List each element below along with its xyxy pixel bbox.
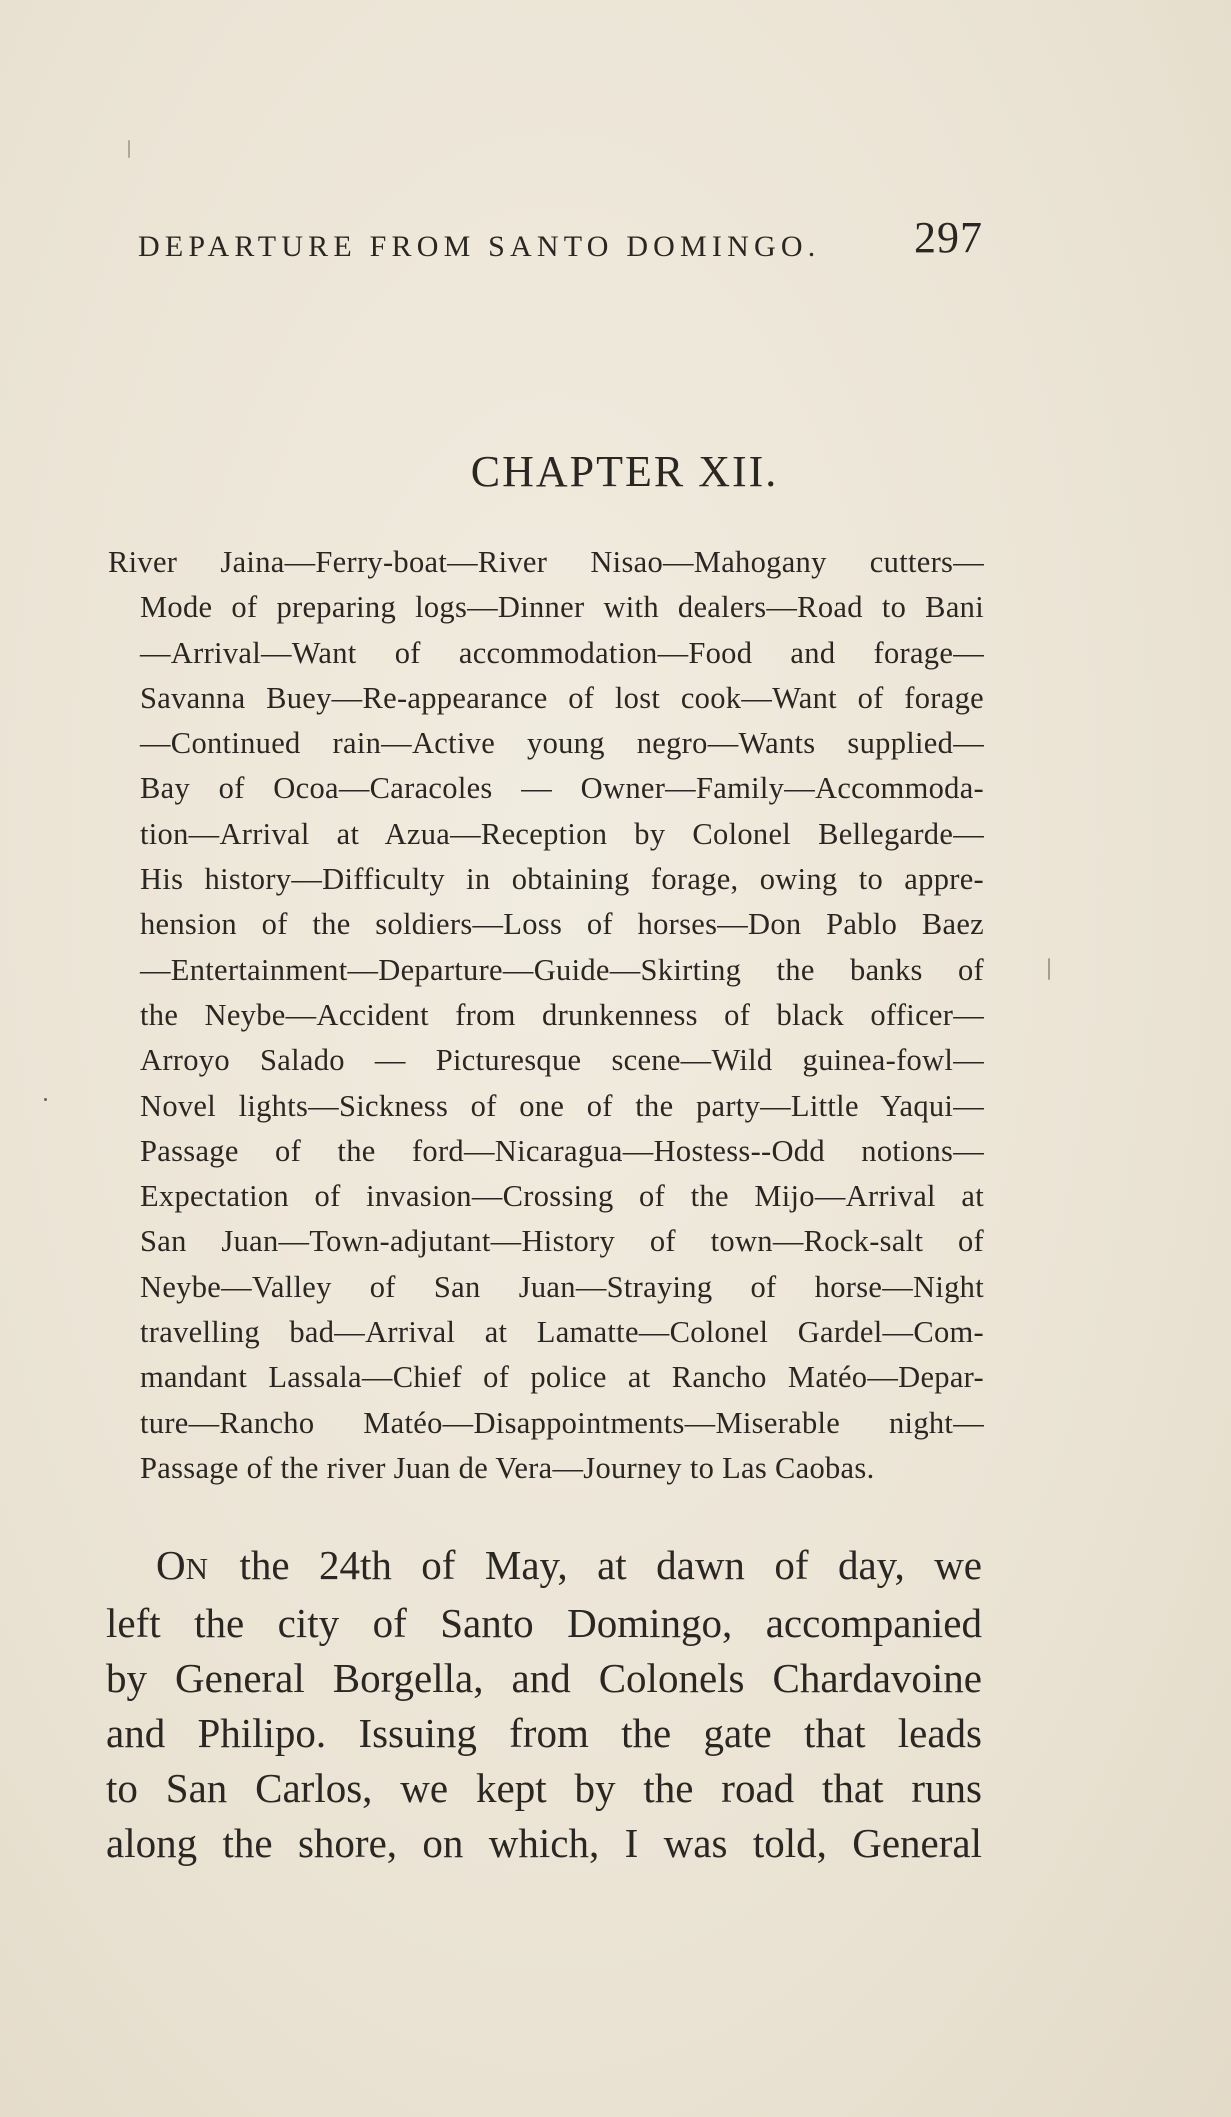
initial-smallcap: N (185, 1551, 210, 1586)
synopsis-line: Passage of the river Juan de Vera—Journey to Las Caobas. (140, 1450, 875, 1485)
body-line: and Philipo. Issuing from the gate that leads (106, 1710, 982, 1756)
synopsis-line: San Juan—Town-adjutant—History of town—Rock-salt of (140, 1224, 984, 1259)
synopsis-line: mandant Lassala—Chief of police at Rancho Matéo—Depar- (140, 1360, 984, 1395)
body-line: left the city of Santo Domingo, accompanied (106, 1600, 982, 1646)
synopsis-line: ture—Rancho Matéo—Disappointments—Miserable night— (140, 1405, 984, 1440)
synopsis-line: the Neybe—Accident from drunkenness of black officer— (140, 997, 984, 1032)
synopsis-line: hension of the soldiers—Loss of horses—Don Pablo Baez (140, 907, 984, 942)
page-number: 297 (914, 213, 983, 262)
paper-speck (1048, 958, 1050, 980)
initial-letter: O (156, 1542, 186, 1588)
synopsis-line: —Continued rain—Active young negro—Wants supplied— (140, 726, 984, 761)
running-title: DEPARTURE FROM SANTO DOMINGO. (138, 230, 821, 263)
synopsis-line: River Jaina—Ferry-boat—River Nisao—Mahogany cutters— (108, 545, 984, 579)
body-line-first (106, 1538, 982, 1596)
chapter-title: CHAPTER XII. (470, 447, 779, 496)
first-line-text: the 24th of May, at dawn of day, we (210, 1542, 982, 1588)
synopsis-line: —Entertainment—Departure—Guide—Skirting the banks of (140, 952, 984, 987)
running-head (138, 212, 983, 272)
body-line: to San Carlos, we kept by the road that runs (106, 1765, 982, 1811)
synopsis-line: Novel lights—Sickness of one of the party—Little Yaqui— (140, 1088, 984, 1123)
paper-speck (128, 140, 130, 158)
synopsis-line: Arroyo Salado — Picturesque scene—Wild guinea-fowl— (140, 1043, 984, 1078)
body-paragraph (106, 1538, 982, 1871)
synopsis-line: travelling bad—Arrival at Lamatte—Colonel Gardel—Com- (140, 1315, 984, 1350)
synopsis-line: Passage of the ford—Nicaragua—Hostess--Odd notions— (140, 1133, 984, 1168)
body-line: along the shore, on which, I was told, General (106, 1820, 982, 1866)
synopsis-line: Bay of Ocoa—Caracoles — Owner—Family—Accommoda- (140, 771, 984, 806)
synopsis-line: His history—Difficulty in obtaining forage, owing to appre- (140, 862, 984, 897)
synopsis-line: Mode of preparing logs—Dinner with dealers—Road to Bani (140, 590, 984, 625)
synopsis-line: —Arrival—Want of accommodation—Food and forage— (140, 635, 984, 670)
chapter-synopsis (108, 540, 984, 1491)
synopsis-line: Neybe—Valley of San Juan—Straying of horse—Night (140, 1269, 984, 1304)
synopsis-line: Savanna Buey—Re-appearance of lost cook—Want of forage (140, 680, 984, 715)
paper-speck (44, 1098, 47, 1101)
synopsis-line: Expectation of invasion—Crossing of the Mijo—Arrival at (140, 1179, 984, 1214)
body-line: by General Borgella, and Colonels Chardavoine (106, 1655, 982, 1701)
synopsis-line: tion—Arrival at Azua—Reception by Colonel Bellegarde— (140, 816, 984, 851)
